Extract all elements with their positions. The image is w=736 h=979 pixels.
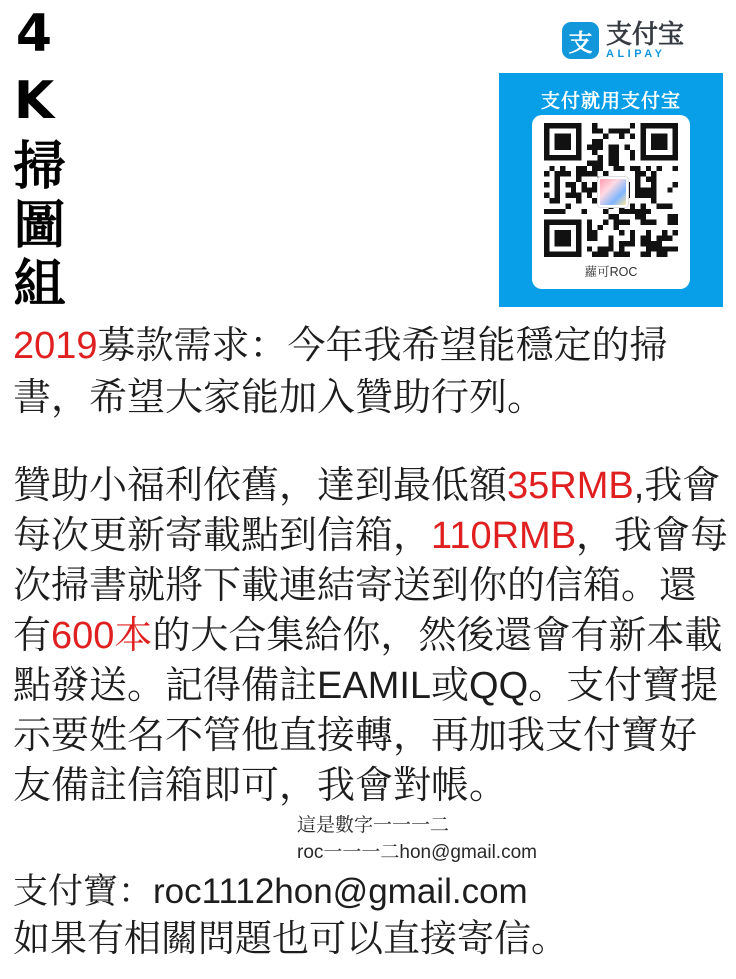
alipay-logo-icon: 支: [562, 22, 599, 59]
highlighted-text: 2019: [13, 325, 98, 367]
body-text: ，我會每次掃書就將下載連結寄送到你的信箱。還有: [13, 515, 729, 657]
qr-center-avatar: [598, 177, 628, 207]
highlighted-text: 35RMB: [507, 465, 634, 507]
body-text: 的大合集給你，然後還會有新本載點發送。記得備註EAMIL或QQ。支付寶提示要姓名不管他直接轉，再加我支付寶好友備註信箱即可，我會對帳。: [13, 615, 723, 807]
paragraph-funding-request: [13, 320, 729, 424]
digits-note-line2: roc一一一二hon@gmail.com: [297, 842, 537, 863]
body-text: 贊助小福利依舊，達到最低額: [13, 465, 508, 507]
alipay-wordmark: [606, 21, 684, 60]
alipay-logo: [562, 21, 684, 60]
body-text: ,我會每次更新寄載點到信箱，: [13, 465, 721, 557]
alipay-wordmark-cn: 支付宝: [606, 19, 685, 49]
alipay-wordmark-en: ALIPAY: [606, 48, 666, 61]
qr-panel-title: 支付就用支付宝: [540, 91, 681, 112]
alipay-qr-panel: [499, 73, 723, 307]
highlighted-text: 600本: [51, 615, 153, 657]
qr-caption: 蘿可ROC: [584, 265, 638, 279]
digits-note-line1: 這是數字一一一二: [297, 815, 450, 836]
paragraph-sponsor-benefits: [13, 461, 729, 811]
group-title-vertical: 4K掃圖組: [4, 4, 64, 315]
contact-line: 如果有相關問題也可以直接寄信。: [13, 918, 568, 959]
qr-card: [532, 115, 690, 289]
digits-note: [297, 812, 537, 866]
body-text: 募款需求：今年我希望能穩定的掃書，希望大家能加入贊助行列。: [13, 325, 668, 419]
alipay-account-line: 支付寶：roc1112hon@gmail.com: [13, 872, 528, 911]
highlighted-text: 110RMB: [431, 515, 577, 557]
